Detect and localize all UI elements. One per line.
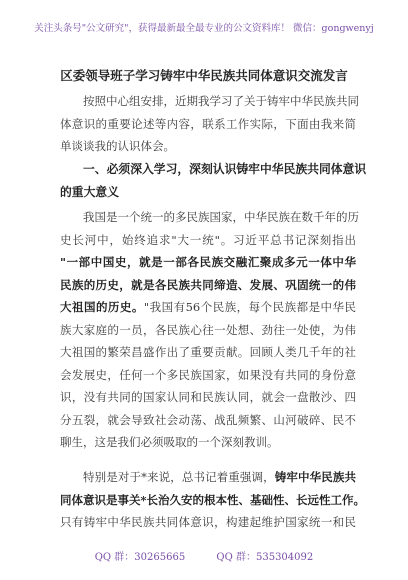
intro-paragraph [60, 90, 359, 158]
footer-contact [0, 548, 408, 563]
bold-text-line: 同体意识是事关*长治久安的根本性、基础性、长远性工作。 [60, 492, 366, 507]
bold-text-line: "一部中国史，就是一部各民族交融汇聚成多元一体中华 [60, 255, 356, 269]
heading-line: 的重大意义 [60, 184, 119, 199]
text-line: 史长河中，始终追求"大一统"。习近平总书记深刻指出 [60, 232, 356, 247]
bold-text-line: 民族的历史，就是各民族共同缔造、发展、巩固统一的伟 [60, 277, 356, 292]
mixed-text-line [60, 296, 356, 319]
qq-group-1: QQ 群：30265665 [94, 552, 186, 563]
section-heading [60, 158, 367, 203]
text-line: 聊生，这是我们必须吸取的一个深刻教训。 [60, 435, 279, 449]
header-banner: 关注头条号"公文研究"，获得最新最全最专业的公文资料库！ 微信：gongwenyj [34, 23, 374, 34]
intro-line: 体意识的重要论述等内容，联系工作实际，下面由我来简 [60, 116, 356, 131]
text-line: 会发展史，任何一个多民族国家，如果没有共同的身份意 [60, 367, 356, 382]
qq-group-2: QQ 群：535304092 [216, 552, 314, 563]
text-fragment: "我国有56个民族，每个民族都是中华民 [143, 300, 357, 314]
text-line: 族大家庭的一员，各民族心往一处想、劲往一处使，为伟 [60, 322, 356, 337]
text-line: 识，没有共同的国家认同和民族认同，就会一盘散沙、四 [60, 390, 356, 404]
text-line: 大祖国的繁荣昌盛作出了重要贡献。回顾人类几千年的社 [60, 345, 356, 359]
bold-fragment: 铸牢中华民族共 [274, 470, 356, 484]
text-line: 只有铸牢中华民族共同体意识，构建起维护国家统一和民 [60, 515, 356, 529]
intro-line: 单谈谈我的认识体会。 [60, 139, 175, 153]
bold-fragment: 大祖国的历史。 [60, 300, 144, 314]
body-paragraph-2 [60, 466, 366, 534]
body-paragraph-1 [60, 206, 359, 454]
heading-line: 一、必须深入学习，深刻认识铸牢中华民族共同体意识 [83, 162, 367, 176]
document-title: 区委领导班子学习铸牢中华民族共同体意识交流发言 [60, 68, 348, 83]
text-line: 我国是一个统一的多民族国家，中华民族在数千年的历 [83, 210, 359, 224]
intro-line: 按照中心组安排，近期我学习了关于铸牢中华民族共同 [83, 94, 359, 108]
text-line: 分五裂，就会导致社会动荡、战乱频繁、山河破碎、民不 [60, 412, 356, 427]
text-fragment: 特别是对于*来说，总书记着重强调， [83, 470, 275, 484]
mixed-text-line [60, 466, 356, 489]
